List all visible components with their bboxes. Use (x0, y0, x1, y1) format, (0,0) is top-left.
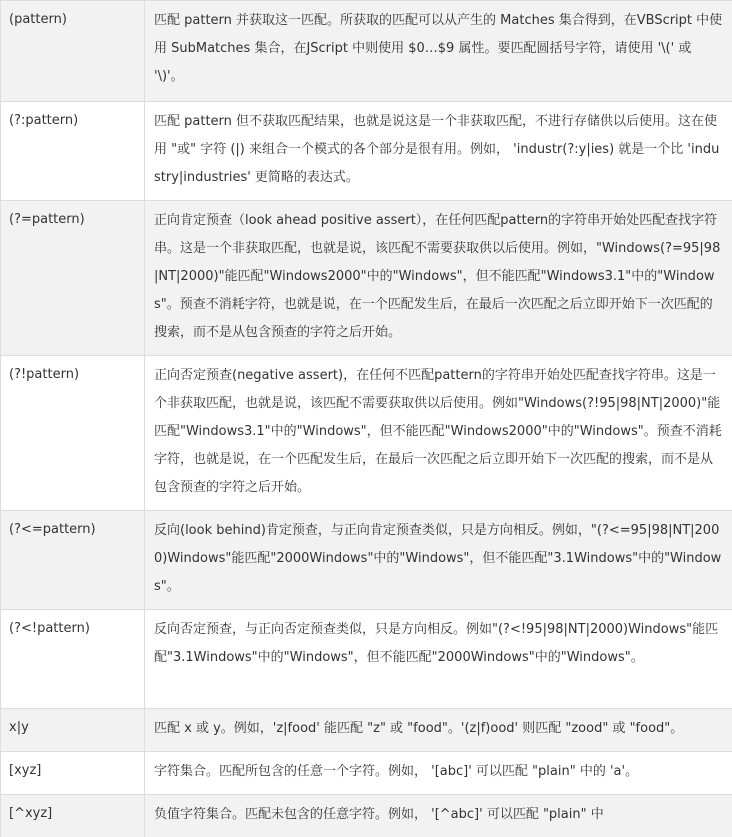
description-cell: 匹配 x 或 y。例如，'z|food' 能匹配 "z" 或 "food"。'(z|f)ood' 则匹配 "zood" 或 "food"。 (145, 709, 732, 752)
description-cell: 反向(look behind)肯定预查，与正向肯定预查类似，只是方向相反。例如，"(?<=95|98|NT|2000)Windows"能匹配"2000Windows"中的"Windows"，但不能匹配"3.1Windows"中的"Windows"。 (145, 511, 732, 610)
description-cell: 字符集合。匹配所包含的任意一个字符。例如， '[abc]' 可以匹配 "plain" 中的 'a'。 (145, 752, 732, 795)
table-row (1, 795, 732, 837)
description-cell: 匹配 pattern 并获取这一匹配。所获取的匹配可以从产生的 Matches 集合得到，在VBScript 中使用 SubMatches 集合，在JScript 中则使用 $0…$9 属性。要匹配圆括号字符，请使用 '\(' 或 '\)'。 (145, 1, 732, 102)
pattern-cell: x|y (1, 709, 145, 752)
table-row (1, 709, 732, 752)
pattern-cell: (?:pattern) (1, 102, 145, 201)
pattern-cell: (?<!pattern) (1, 610, 145, 709)
table-row (1, 102, 732, 201)
table-row (1, 752, 732, 795)
table-row (1, 610, 732, 709)
pattern-cell: [^xyz] (1, 795, 145, 837)
table-row (1, 356, 732, 511)
table-row (1, 201, 732, 356)
pattern-cell: (?=pattern) (1, 201, 145, 356)
pattern-cell: (?!pattern) (1, 356, 145, 511)
description-cell: 匹配 pattern 但不获取匹配结果，也就是说这是一个非获取匹配，不进行存储供以后使用。这在使用 "或" 字符 (|) 来组合一个模式的各个部分是很有用。例如， 'industr(?:y|ies) 就是一个比 'industry|industries' 更简略的表达式。 (145, 102, 732, 201)
description-cell: 正向肯定预查（look ahead positive assert），在任何匹配pattern的字符串开始处匹配查找字符串。这是一个非获取匹配，也就是说，该匹配不需要获取供以后使用。例如，"Windows(?=95|98|NT|2000)"能匹配"Windows2000"中的"Windows"，但不能匹配"Windows3.1"中的"Windows"。预查不消耗字符，也就是说，在一个匹配发生后，在最后一次匹配之后立即开始下一次匹配的搜索，而不是从包含预查的字符之后开始。 (145, 201, 732, 356)
pattern-cell: [xyz] (1, 752, 145, 795)
description-cell: 反向否定预查，与正向否定预查类似，只是方向相反。例如"(?<!95|98|NT|2000)Windows"能匹配"3.1Windows"中的"Windows"，但不能匹配"2000Windows"中的"Windows"。 (145, 610, 732, 709)
pattern-cell: (?<=pattern) (1, 511, 145, 610)
pattern-cell: (pattern) (1, 1, 145, 102)
description-cell: 负值字符集合。匹配未包含的任意字符。例如， '[^abc]' 可以匹配 "plain" 中 (145, 795, 732, 837)
description-cell: 正向否定预查(negative assert)，在任何不匹配pattern的字符串开始处匹配查找字符串。这是一个非获取匹配，也就是说，该匹配不需要获取供以后使用。例如"Windows(?!95|98|NT|2000)"能匹配"Windows3.1"中的"Windows"，但不能匹配"Windows2000"中的"Windows"。预查不消耗字符，也就是说，在一个匹配发生后，在最后一次匹配之后立即开始下一次匹配的搜索，而不是从包含预查的字符之后开始。 (145, 356, 732, 511)
table-row (1, 511, 732, 610)
table-row (1, 1, 732, 102)
